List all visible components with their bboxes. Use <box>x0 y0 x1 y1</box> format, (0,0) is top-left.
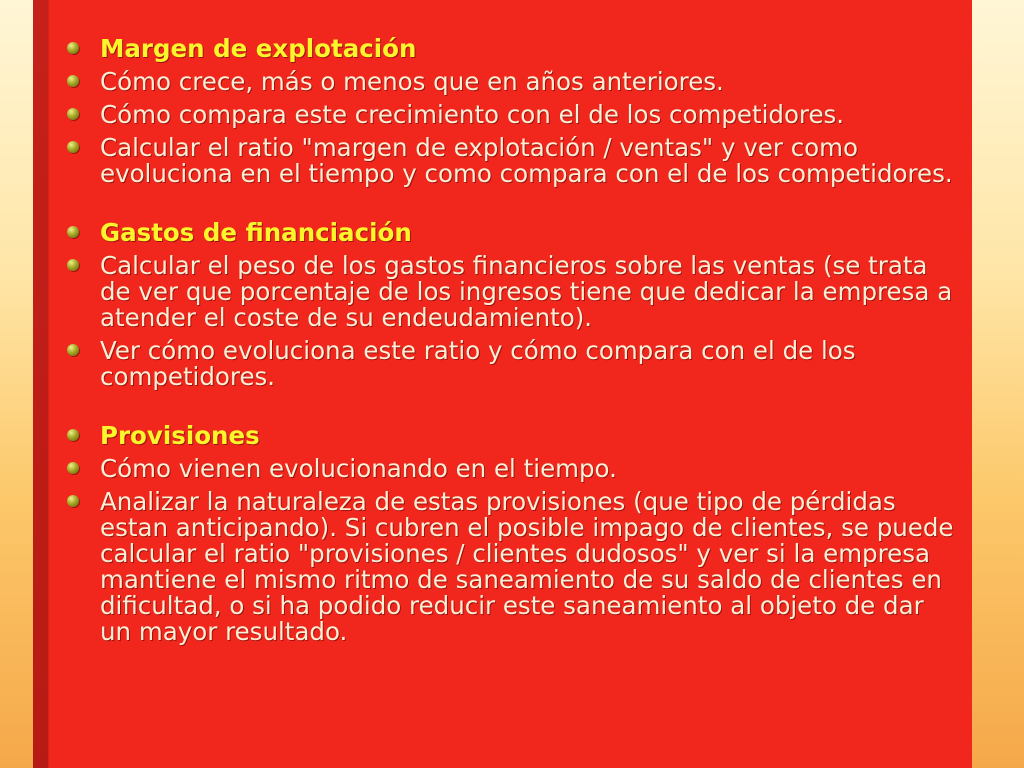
bullet-list <box>100 36 960 652</box>
bullet-text: Ver cómo evoluciona este ratio y cómo compara con el de los competidores. <box>100 336 856 391</box>
bullet-item <box>100 69 960 95</box>
bullet-text: Cómo vienen evolucionando en el tiempo. <box>100 454 617 483</box>
bullet-icon <box>67 141 79 153</box>
bullet-icon <box>67 108 79 120</box>
heading-provisiones <box>100 423 960 449</box>
bullet-item <box>100 456 960 482</box>
bullet-icon <box>67 495 79 507</box>
bullet-item <box>100 489 960 645</box>
bullet-item <box>100 338 960 390</box>
bullet-icon <box>67 259 79 271</box>
heading-margen-de-explotacion <box>100 36 960 62</box>
bullet-icon <box>67 42 79 54</box>
heading-gastos-de-financiacion <box>100 220 960 246</box>
bullet-text: Provisiones <box>100 421 260 450</box>
bullet-text: Calcular el peso de los gastos financieros sobre las ventas (se trata de ver que porcentaje de los ingresos tiene que dedicar la empresa a atender el coste de su endeudamiento). <box>100 251 953 332</box>
bullet-icon <box>67 75 79 87</box>
bullet-text: Analizar la naturaleza de estas provisiones (que tipo de pérdidas estan anticipando). Si cubren el posible impago de clientes, se puede calcular el ratio "provisiones / clientes dudosos" y ver si la empresa mantiene el mismo ritmo de saneamiento de su saldo de clientes en dificultad, o si ha podido reducir este saneamiento al objeto de dar un mayor resultado. <box>100 487 954 646</box>
bullet-text: Cómo compara este crecimiento con el de los competidores. <box>100 100 845 129</box>
bullet-icon <box>67 462 79 474</box>
bullet-text: Cómo crece, más o menos que en años anteriores. <box>100 67 724 96</box>
bullet-item <box>100 135 960 187</box>
bullet-text: Gastos de financiación <box>100 218 412 247</box>
bullet-icon <box>67 226 79 238</box>
bullet-icon <box>67 429 79 441</box>
bullet-item <box>100 102 960 128</box>
bullet-item <box>100 253 960 331</box>
bullet-text: Margen de explotación <box>100 34 417 63</box>
bullet-text: Calcular el ratio "margen de explotación / ventas" y ver como evoluciona en el tiempo y como compara con el de los competidores. <box>100 133 953 188</box>
left-accent-stripe <box>33 0 48 768</box>
bullet-icon <box>67 344 79 356</box>
